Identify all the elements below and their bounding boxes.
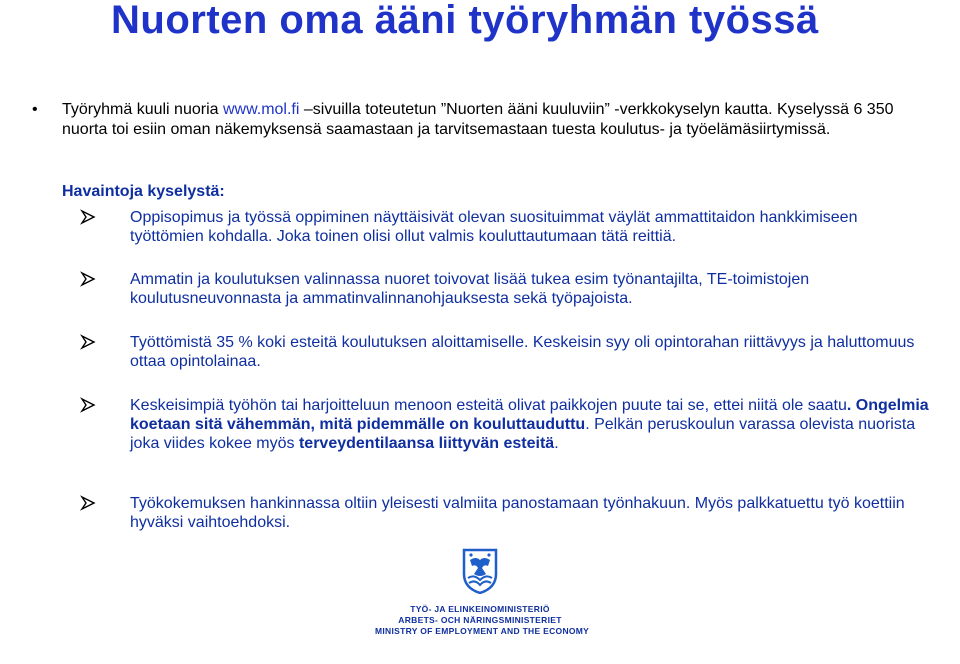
intro-paragraph (32, 100, 922, 140)
finnish-lion-crest-icon (460, 548, 500, 594)
finding-text-segment: terveydentilaansa liittyvän esteitä (298, 435, 555, 452)
arrow-bullet-icon (80, 397, 96, 413)
intro-text-2: –sivuilla toteutetun ”Nuorten ääni kuuluviin” -verkkokyselyn kautta. Kyselyssä 6 350 nuorta toi esiin oman näkemyksensä saamastaan ja tarvitsemastaan tuesta koulutus- ja työelämäsiirtymissä. (62, 101, 894, 138)
finding-text-segment: . Pelkän peruskoulun varassa olevista nuorista joka viides kokee myös (130, 416, 916, 452)
finding-item (130, 208, 930, 246)
finding-text-segment: . Ongelmia koetaan sitä vähemmän, mitä pidemmälle on kouluttauduttu (130, 397, 929, 433)
arrow-bullet-icon (80, 271, 96, 287)
finding-item (130, 270, 930, 308)
ministry-logo (375, 548, 590, 638)
finding-text-segment: . (554, 435, 559, 452)
finding-text-segment: Työkokemuksen hankinnassa oltiin yleisesti valmiita panostamaan työnhakuun. Myös palkkatuettu työ koettiin hyväksi vaihtoehdoksi. (130, 495, 905, 531)
finding-text-segment: Oppisopimus ja työssä oppiminen näyttäisivät olevan suosituimmat väylät ammattitaidon hankkimiseen työttömien kohdalla. Joka toinen olisi ollut valmis kouluttautumaan tätä reittiä. (130, 209, 858, 245)
mol-link[interactable]: www.mol.fi (222, 101, 300, 118)
page-title: Nuorten oma ääni työryhmän työssä (111, 0, 819, 42)
arrow-bullet-icon (80, 334, 96, 350)
finding-item (130, 396, 930, 453)
bullet-dot: • (32, 101, 38, 118)
arrow-bullet-icon (80, 209, 96, 225)
finding-item (130, 333, 930, 371)
ministry-name-fi: TYÖ- JA ELINKEINOMINISTERIÖ (410, 604, 550, 614)
findings-heading: Havaintoja kyselystä: (62, 183, 225, 200)
ministry-name-sv: ARBETS- OCH NÄRINGSMINISTERIET (398, 615, 562, 625)
finding-text-segment: Keskeisimpiä työhön tai harjoitteluun menoon esteitä olivat paikkojen puute tai se, ettei niitä ole saatu (130, 397, 847, 414)
finding-item (130, 494, 930, 532)
finding-text-segment: Työttömistä 35 % koki esteitä koulutuksen aloittamiselle. Keskeisin syy oli opintorahan riittävyys ja haluttomuus ottaa opintolainaa. (130, 334, 915, 370)
ministry-name-en: MINISTRY OF EMPLOYMENT AND THE ECONOMY (375, 626, 590, 636)
finding-text-segment: Ammatin ja koulutuksen valinnassa nuoret toivovat lisää tukea esim työnantajilta, TE-toimistojen koulutusneuvonnasta ja ammatinvalinnanohjauksesta sekä työpajoista. (130, 271, 810, 307)
intro-text-1: Työryhmä kuuli nuoria (62, 101, 223, 118)
arrow-bullet-icon (80, 495, 96, 511)
